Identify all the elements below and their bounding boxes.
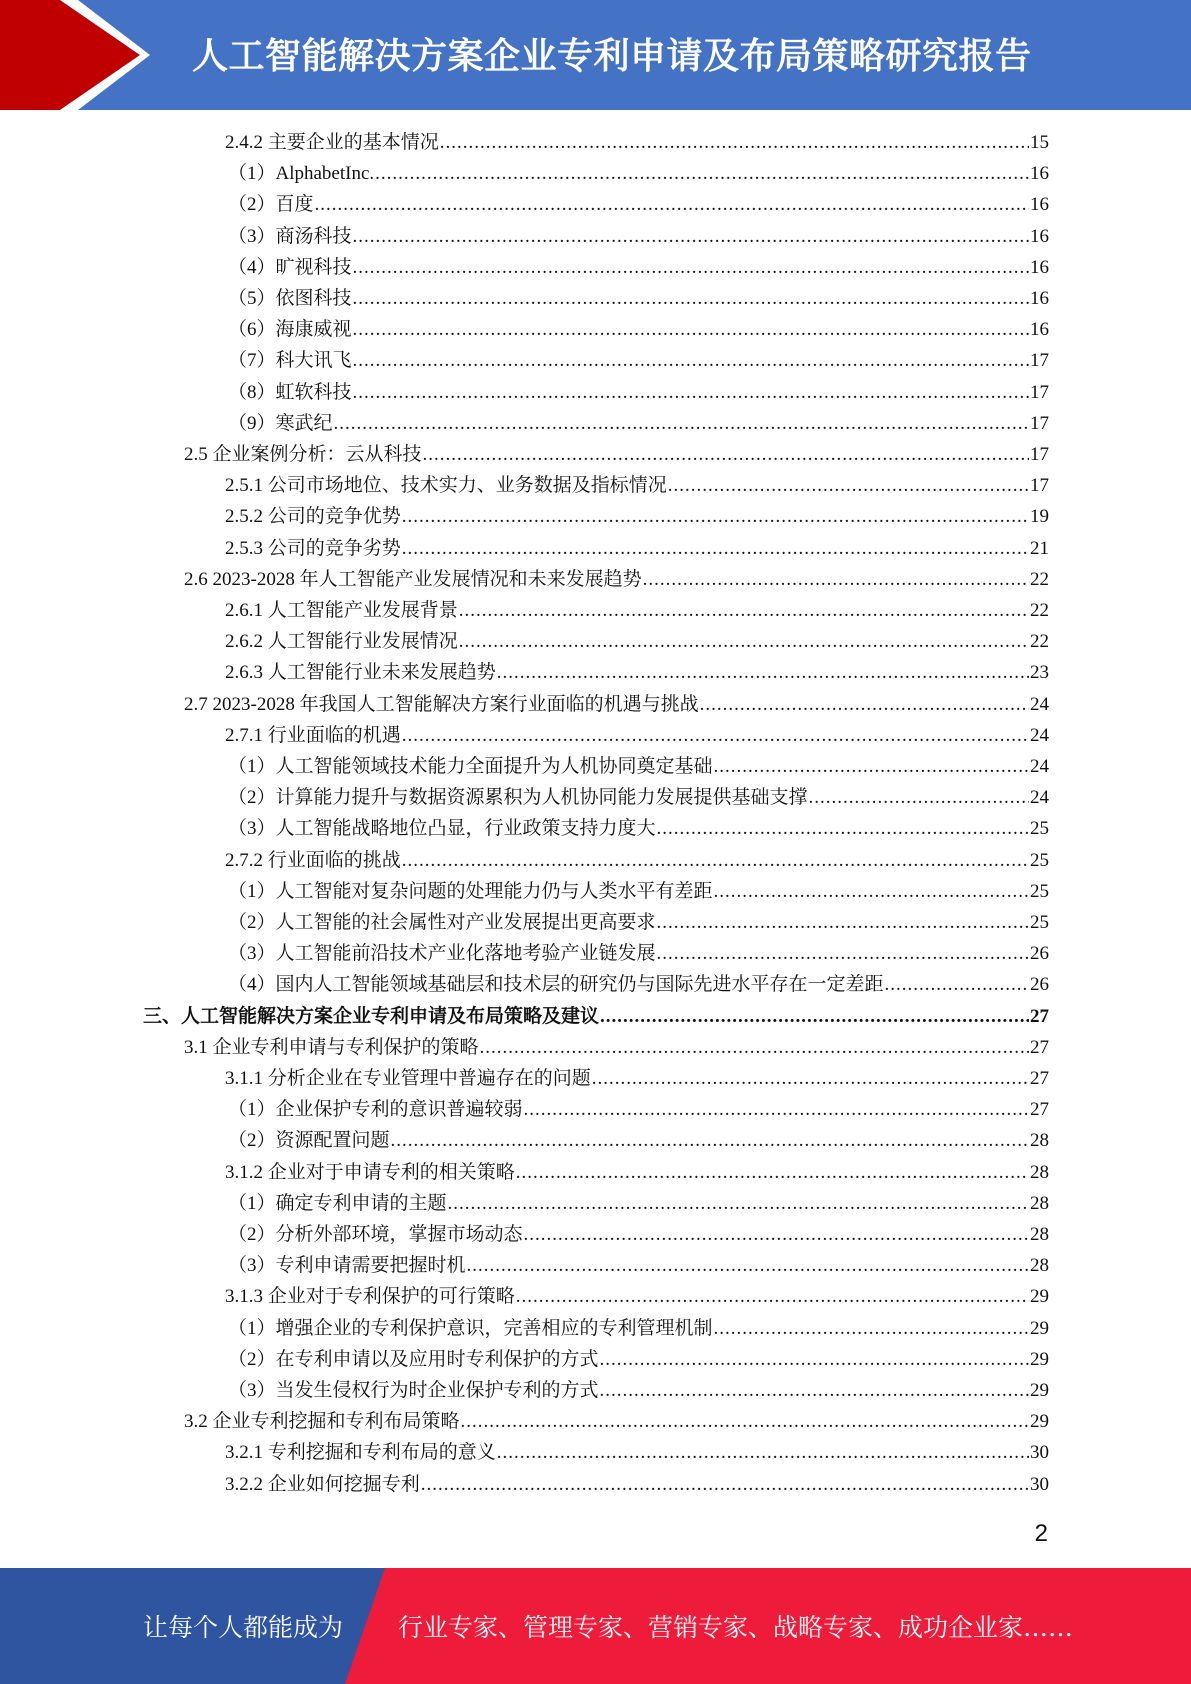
- toc-entry-title: （3）人工智能战略地位凸显，行业政策支持力度大: [228, 818, 656, 840]
- toc-dot-leader: [592, 1063, 1029, 1094]
- footer-slogan-left: 让每个人都能成为: [143, 1613, 344, 1642]
- toc-dot-leader: [402, 720, 1029, 751]
- toc-entry-page: 25: [1030, 912, 1049, 933]
- toc-dot-leader: [353, 283, 1029, 314]
- toc-entry[interactable]: [228, 782, 1049, 813]
- toc-entry[interactable]: [228, 751, 1049, 782]
- toc-entry-title: 2.4.2 主要企业的基本情况: [225, 132, 439, 153]
- toc-dot-leader: [497, 1437, 1029, 1468]
- toc-entry-page: 28: [1030, 1130, 1049, 1152]
- toc-entry-page: 17: [1030, 381, 1049, 403]
- toc-dot-leader: [448, 1188, 1029, 1219]
- toc-dot-leader: [643, 564, 1029, 595]
- toc-entry[interactable]: [184, 1406, 1049, 1437]
- toc-entry-page: 27: [1030, 1099, 1049, 1121]
- toc-entry[interactable]: [228, 377, 1049, 408]
- toc-dot-leader: [423, 439, 1029, 470]
- toc-dot-leader: [714, 1313, 1029, 1344]
- toc-dot-leader: [657, 813, 1029, 844]
- toc-entry[interactable]: [225, 657, 1049, 688]
- toc-entry-page: 24: [1030, 693, 1049, 715]
- toc-entry[interactable]: [225, 720, 1049, 751]
- toc-entry[interactable]: [184, 439, 1049, 470]
- toc-entry-page: 24: [1030, 724, 1049, 746]
- toc-dot-leader: [524, 1094, 1029, 1125]
- toc-entry-title: （6）海康威视: [228, 319, 352, 341]
- toc-entry-page: 26: [1030, 974, 1049, 996]
- toc-entry-page: 24: [1030, 787, 1049, 809]
- toc-entry-title: （3）商汤科技: [228, 225, 352, 247]
- toc-entry-title: （2）人工智能的社会属性对产业发展提出更高要求: [228, 912, 656, 933]
- page-footer: [0, 1568, 1191, 1684]
- toc-entry-title: 3.1.1 分析企业在专业管理中普遍存在的问题: [225, 1068, 591, 1089]
- toc-entry[interactable]: [228, 1313, 1049, 1344]
- toc-dot-leader: [600, 1001, 1029, 1032]
- toc-entry[interactable]: [228, 938, 1049, 969]
- toc-entry[interactable]: [228, 408, 1049, 439]
- toc-entry[interactable]: [228, 283, 1049, 314]
- toc-dot-leader: [402, 533, 1029, 564]
- toc-entry-page: 17: [1030, 350, 1049, 372]
- toc-dot-leader: [497, 657, 1029, 688]
- toc-entry[interactable]: [225, 1063, 1049, 1094]
- toc-entry[interactable]: [225, 626, 1049, 657]
- toc-entry[interactable]: [228, 1375, 1049, 1406]
- toc-dot-leader: [459, 595, 1029, 626]
- toc-dot-leader: [700, 689, 1029, 720]
- toc-entry[interactable]: [225, 501, 1049, 532]
- toc-entry-page: 16: [1030, 256, 1049, 278]
- toc-dot-leader: [315, 189, 1029, 220]
- toc-entry-title: （3）人工智能前沿技术产业化落地考验产业链发展: [228, 943, 656, 965]
- toc-dot-leader: [600, 1375, 1029, 1406]
- toc-dot-leader: [353, 345, 1029, 376]
- toc-entry-title: （4）国内人工智能领域基础层和技术层的研究仍与国际先进水平存在一定差距: [228, 974, 884, 996]
- toc-entry-title: 2.7.1 行业面临的机遇: [225, 724, 401, 746]
- toc-dot-leader: [657, 907, 1029, 938]
- toc-entry-title: 2.6 2023-2028 年人工智能产业发展情况和未来发展趋势: [184, 568, 642, 590]
- toc-entry-title: 3.2 企业专利挖掘和专利布局策略: [184, 1411, 460, 1433]
- toc-entry-page: 30: [1030, 1442, 1049, 1464]
- toc-entry[interactable]: [225, 1157, 1049, 1188]
- toc-entry-title: （5）依图科技: [228, 288, 352, 309]
- toc-entry[interactable]: [228, 189, 1049, 220]
- toc-entry[interactable]: [143, 1001, 1049, 1032]
- toc-entry-title: （1）人工智能领域技术能力全面提升为人机协同奠定基础: [228, 756, 713, 777]
- toc-dot-leader: [714, 751, 1029, 782]
- toc-entry-page: 29: [1030, 1286, 1049, 1308]
- toc-entry[interactable]: [228, 221, 1049, 252]
- toc-entry-title: （2）百度: [228, 194, 314, 216]
- toc-entry-page: 25: [1030, 818, 1049, 840]
- toc-entry[interactable]: [225, 533, 1049, 564]
- page-header: [0, 0, 1191, 110]
- toc-entry-title: 2.5.2 公司的竞争优势: [225, 506, 401, 528]
- toc-entry[interactable]: [228, 314, 1049, 345]
- toc-entry-title: 三、人工智能解决方案企业专利申请及布局策略及建议: [143, 1005, 600, 1027]
- toc-entry[interactable]: [228, 345, 1049, 376]
- toc-dot-leader: [657, 938, 1029, 969]
- toc-entry-title: （2）分析外部环境，掌握市场动态: [228, 1224, 523, 1245]
- toc-entry-title: 2.6.3 人工智能行业未来发展趋势: [225, 662, 496, 684]
- toc-dot-leader: [440, 127, 1029, 158]
- toc-entry-page: 19: [1030, 506, 1049, 528]
- toc-entry[interactable]: [228, 1344, 1049, 1375]
- toc-entry[interactable]: [228, 1188, 1049, 1219]
- toc-entry-page: 28: [1030, 1255, 1049, 1277]
- toc-entry-page: 28: [1030, 1224, 1049, 1245]
- toc-entry[interactable]: [225, 470, 1049, 501]
- toc-dot-leader: [516, 1281, 1029, 1312]
- toc-entry[interactable]: [225, 595, 1049, 626]
- toc-entry[interactable]: [225, 1281, 1049, 1312]
- toc-entry[interactable]: [184, 564, 1049, 595]
- toc-entry[interactable]: [184, 689, 1049, 720]
- toc-entry-page: 26: [1030, 943, 1049, 965]
- toc-entry[interactable]: [225, 845, 1049, 876]
- toc-dot-leader: [524, 1219, 1029, 1250]
- toc-dot-leader: [516, 1157, 1029, 1188]
- toc-entry-title: （9）寒武纪: [228, 412, 333, 434]
- toc-dot-leader: [391, 1125, 1029, 1156]
- toc-entry-page: 23: [1030, 662, 1049, 684]
- toc-entry-title: （8）虹软科技: [228, 381, 352, 403]
- toc-dot-leader: [334, 408, 1029, 439]
- toc-entry-title: （1）增强企业的专利保护意识，完善相应的专利管理机制: [228, 1317, 713, 1339]
- toc-entry-title: （1）AlphabetInc.: [228, 163, 375, 185]
- toc-entry[interactable]: [228, 252, 1049, 283]
- toc-entry-page: 16: [1030, 225, 1049, 247]
- toc-entry-page: 27: [1030, 1068, 1049, 1089]
- toc-dot-leader: [353, 221, 1029, 252]
- toc-entry-title: 2.7.2 行业面临的挑战: [225, 849, 401, 871]
- toc-entry-page: 22: [1030, 631, 1049, 653]
- toc-dot-leader: [809, 782, 1029, 813]
- toc-entry-page: 24: [1030, 756, 1049, 777]
- toc-entry-page: 27: [1030, 1036, 1049, 1058]
- toc-dot-leader: [421, 1469, 1029, 1500]
- toc-dot-leader: [375, 158, 1029, 189]
- toc-entry[interactable]: [228, 969, 1049, 1000]
- toc-entry-page: 28: [1030, 1161, 1049, 1183]
- toc-entry-page: 25: [1030, 880, 1049, 902]
- toc-entry-title: 3.2.2 企业如何挖掘专利: [225, 1473, 420, 1495]
- toc-entry-title: （4）旷视科技: [228, 256, 352, 278]
- toc-entry-page: 16: [1030, 288, 1049, 309]
- toc-entry[interactable]: [225, 1469, 1049, 1500]
- toc-entry-title: （1）企业保护专利的意识普遍较弱: [228, 1099, 523, 1121]
- toc-entry[interactable]: [225, 127, 1049, 158]
- toc-entry-title: 3.1 企业专利申请与专利保护的策略: [184, 1036, 479, 1058]
- toc-entry-page: 15: [1030, 132, 1049, 153]
- toc-entry-title: （3）当发生侵权行为时企业保护专利的方式: [228, 1380, 599, 1401]
- toc-entry[interactable]: [228, 1250, 1049, 1281]
- toc-entry-page: 22: [1030, 568, 1049, 590]
- toc-entry-title: 3.2.1 专利挖掘和专利布局的意义: [225, 1442, 496, 1464]
- toc-entry-page: 21: [1030, 537, 1049, 559]
- toc-entry-title: 2.5 企业案例分析：云从科技: [184, 444, 422, 465]
- toc-dot-leader: [402, 501, 1029, 532]
- header-red-chevron: [0, 0, 140, 110]
- toc-entry-page: 22: [1030, 600, 1049, 621]
- toc-entry-page: 16: [1030, 163, 1049, 185]
- toc-entry-page: 16: [1030, 319, 1049, 341]
- toc-entry-title: 3.1.3 企业对于专利保护的可行策略: [225, 1286, 515, 1308]
- toc-dot-leader: [714, 876, 1029, 907]
- toc-entry-title: 3.1.2 企业对于申请专利的相关策略: [225, 1161, 515, 1183]
- toc-entry-page: 29: [1030, 1411, 1049, 1433]
- toc-entry-title: 2.7 2023-2028 年我国人工智能解决方案行业面临的机遇与挑战: [184, 693, 699, 715]
- toc-entry-title: （2）在专利申请以及应用时专利保护的方式: [228, 1348, 599, 1370]
- toc-entry-title: 2.6.1 人工智能产业发展背景: [225, 600, 458, 621]
- toc-dot-leader: [353, 377, 1029, 408]
- toc-dot-leader: [480, 1032, 1029, 1063]
- toc-entry-title: （2）资源配置问题: [228, 1130, 390, 1152]
- footer-slogan-right: 行业专家、管理专家、营销专家、战略专家、成功企业家……: [398, 1613, 1074, 1642]
- toc-entry[interactable]: [228, 813, 1049, 844]
- toc-entry-page: 17: [1030, 444, 1049, 465]
- toc-entry-title: 2.6.2 人工智能行业发展情况: [225, 631, 458, 653]
- toc-entry-page: 29: [1030, 1317, 1049, 1339]
- toc-dot-leader: [467, 1250, 1029, 1281]
- report-title: 人工智能解决方案企业专利申请及布局策略研究报告: [192, 36, 1032, 77]
- toc-dot-leader: [353, 314, 1029, 345]
- toc-entry[interactable]: [225, 1437, 1049, 1468]
- toc-dot-leader: [668, 470, 1029, 501]
- toc-entry[interactable]: [228, 907, 1049, 938]
- toc-dot-leader: [402, 845, 1029, 876]
- toc-entry-title: （1）确定专利申请的主题: [228, 1192, 447, 1214]
- toc-entry-title: （2）计算能力提升与数据资源累积为人机协同能力发展提供基础支撑: [228, 787, 808, 809]
- toc-entry-title: （1）人工智能对复杂问题的处理能力仍与人类水平有差距: [228, 880, 713, 902]
- toc-entry[interactable]: [228, 876, 1049, 907]
- toc-entry[interactable]: [184, 1032, 1049, 1063]
- toc-entry-page: 28: [1030, 1192, 1049, 1214]
- toc-entry-page: 30: [1030, 1473, 1049, 1495]
- toc-entry[interactable]: [228, 1125, 1049, 1156]
- toc-entry-page: 16: [1030, 194, 1049, 216]
- toc-entry-title: （3）专利申请需要把握时机: [228, 1255, 466, 1277]
- toc-entry[interactable]: [228, 1094, 1049, 1125]
- toc-entry-page: 17: [1030, 475, 1049, 497]
- toc-dot-leader: [459, 626, 1029, 657]
- toc-dot-leader: [353, 252, 1029, 283]
- toc-dot-leader: [461, 1406, 1029, 1437]
- toc-entry[interactable]: [228, 1219, 1049, 1250]
- toc-entry[interactable]: [228, 158, 1049, 189]
- toc-entry-page: 17: [1030, 412, 1049, 434]
- toc-entry-page: 27: [1030, 1005, 1049, 1027]
- toc-entry-title: 2.5.1 公司市场地位、技术实力、业务数据及指标情况: [225, 475, 667, 497]
- page-number: 2: [1034, 1520, 1048, 1547]
- toc-entry-title: （7）科大讯飞: [228, 350, 352, 372]
- toc-dot-leader: [600, 1344, 1029, 1375]
- toc-dot-leader: [885, 969, 1029, 1000]
- toc-entry-page: 29: [1030, 1380, 1049, 1401]
- toc-entry-page: 29: [1030, 1348, 1049, 1370]
- toc-entry-page: 25: [1030, 849, 1049, 871]
- toc-entry-title: 2.5.3 公司的竞争劣势: [225, 537, 401, 559]
